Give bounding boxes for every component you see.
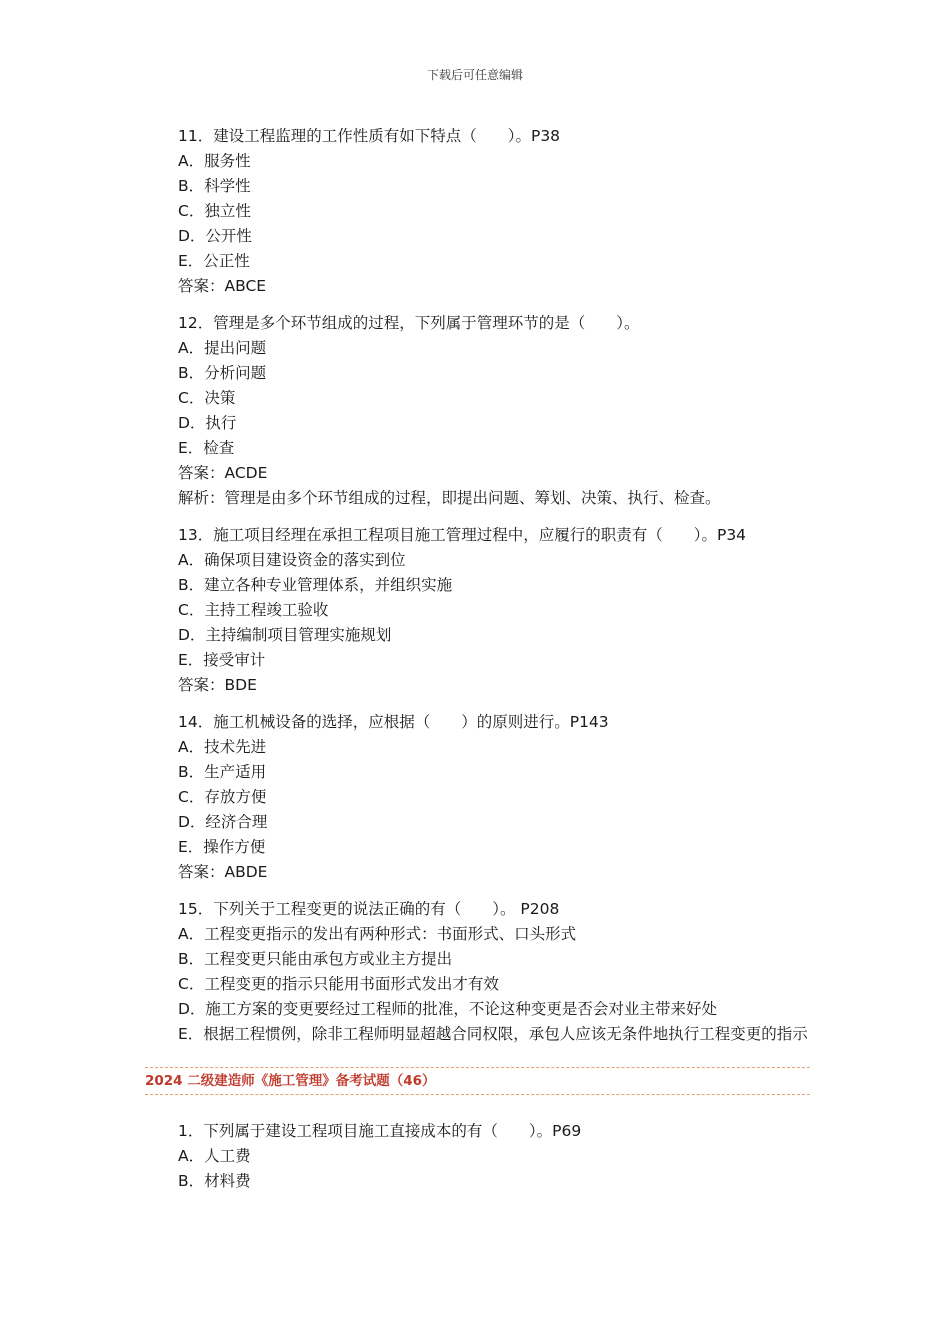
section-separator <box>145 1067 810 1095</box>
option: A．提出问题 <box>178 339 267 357</box>
analysis: 解析：管理是由多个环节组成的过程，即提出问题、筹划、决策、执行、检查。 <box>178 489 721 507</box>
option: C．主持工程竣工验收 <box>178 601 329 619</box>
option: B．工程变更只能由承包方或业主方提出 <box>178 950 453 968</box>
option: A．技术先进 <box>178 738 267 756</box>
option: E．接受审计 <box>178 651 266 669</box>
option: C．决策 <box>178 389 236 407</box>
option: D．公开性 <box>178 227 252 245</box>
option: D．执行 <box>178 414 237 432</box>
option: E．操作方便 <box>178 838 266 856</box>
question-text: 11．建设工程监理的工作性质有如下特点（ ）。P38 <box>178 127 561 145</box>
dashed-divider-bottom <box>145 1094 810 1095</box>
question-14 <box>145 710 810 885</box>
option: B．科学性 <box>178 177 251 195</box>
option: B．生产适用 <box>178 763 267 781</box>
option: D．经济合理 <box>178 813 268 831</box>
option: A．人工费 <box>178 1147 251 1165</box>
question-13 <box>145 523 810 698</box>
answer: 答案：ABCE <box>178 277 267 295</box>
answer: 答案：ACDE <box>178 464 268 482</box>
option: C．工程变更的指示只能用书面形式发出才有效 <box>178 975 499 993</box>
question-text: 13．施工项目经理在承担工程项目施工管理过程中，应履行的职责有（ ）。P34 <box>178 526 747 544</box>
question-text: 12．管理是多个环节组成的过程，下列属于管理环节的是（ ）。 <box>178 314 640 332</box>
option: C．独立性 <box>178 202 251 220</box>
option: B．材料费 <box>178 1172 251 1190</box>
option: D．主持编制项目管理实施规划 <box>178 626 392 644</box>
option: B．建立各种专业管理体系，并组织实施 <box>178 576 453 594</box>
section-title: 2024 二级建造师《施工管理》备考试题（46） <box>145 1073 436 1089</box>
answer: 答案：ABDE <box>178 863 268 881</box>
question-11 <box>145 124 810 299</box>
option-long: E．根据工程惯例，除非工程师明显超越合同权限，承包人应该无条件地执行工程变更的指示 <box>178 1025 808 1043</box>
question-1 <box>145 1119 810 1194</box>
option: A．服务性 <box>178 152 251 170</box>
question-text: 1．下列属于建设工程项目施工直接成本的有（ ）。P69 <box>178 1122 582 1140</box>
option: A．确保项目建设资金的落实到位 <box>178 551 406 569</box>
option: C．存放方便 <box>178 788 267 806</box>
document-body <box>145 124 810 1206</box>
page-header: 下载后可任意编辑 <box>426 68 523 82</box>
option: D．施工方案的变更要经过工程师的批准，不论这种变更是否会对业主带来好处 <box>178 1000 717 1018</box>
question-12 <box>145 311 810 511</box>
option: E．公正性 <box>178 252 250 270</box>
question-15 <box>145 897 810 1047</box>
answer: 答案：BDE <box>178 676 257 694</box>
option: A．工程变更指示的发出有两种形式：书面形式、口头形式 <box>178 925 577 943</box>
option: E．检查 <box>178 439 235 457</box>
question-text: 14．施工机械设备的选择，应根据（ ）的原则进行。P143 <box>178 713 609 731</box>
question-text: 15．下列关于工程变更的说法正确的有（ ）。 P208 <box>178 900 560 918</box>
option: B．分析问题 <box>178 364 267 382</box>
